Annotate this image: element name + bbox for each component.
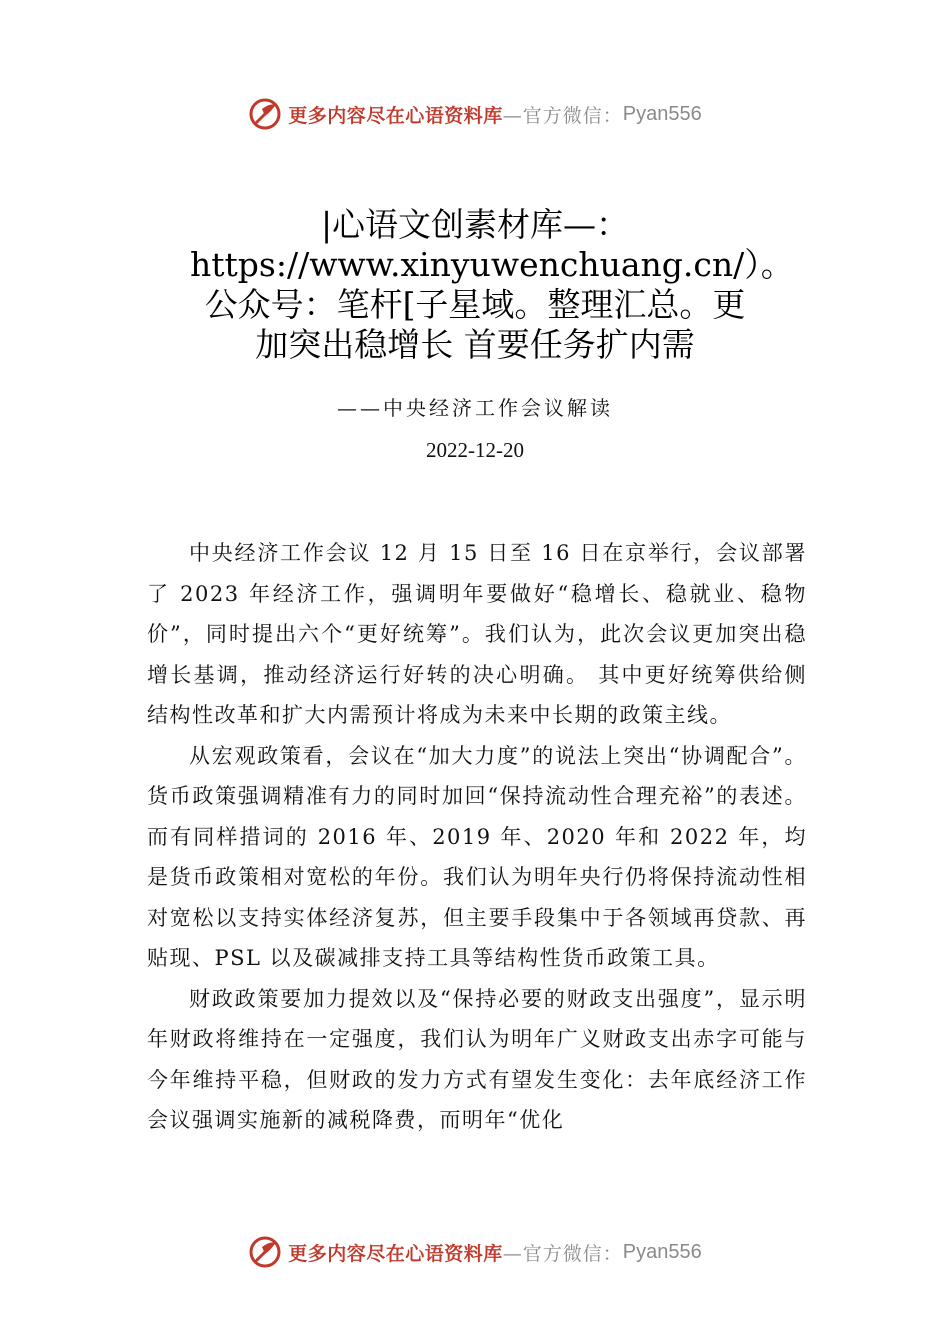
watermark-banner-top: [0, 94, 950, 134]
document-date: 2022-12-20: [426, 438, 524, 462]
document-subtitle: ——中央经济工作会议解读: [337, 396, 613, 420]
watermark-brand: 更多内容尽在心语资料库: [288, 1242, 503, 1265]
watermark-wechat-id: Pyan556: [622, 102, 702, 125]
body-paragraph-1: 中央经济工作会议 12 月 15 日至 16 日在京举行，会议部署了 2023 年经济工作，强调明年要做好“稳增长、稳就业、稳物价”，同时提出六个“更好统筹”。我们认为，此次会议更加突出稳增长基调，推动经济运行好转的决心明确。 其中更好统筹供给侧结构性改革和扩大内需预计将成为未来中长期的政策主线。: [147, 541, 807, 727]
watermark-separator: —官方微信：: [502, 104, 623, 127]
body-paragraph-2: 从宏观政策看，会议在“加大力度”的说法上突出“协调配合”。货币政策强调精准有力的同时加回“保持流动性合理充裕”的表述。而有同样措词的 2016 年、2019 年、2020 年和 2022 年，均是货币政策相对宽松的年份。我们认为明年央行仍将保持流动性相对宽松以支持实体经济复苏，但主要手段集中于各领域再贷款、再贴现、PSL 以及碳减排支持工具等结构性货币政策工具。: [147, 743, 807, 970]
document-title: |心语文创素材库—：https://www.xinyuwenchuang.cn/）。公众号：笔杆[子星域。整理汇总。更加突出稳增长 首要任务扩内需: [190, 205, 794, 364]
watermark-wechat-id: Pyan556: [622, 1240, 702, 1263]
quill-seal-icon: [248, 97, 282, 131]
watermark-brand: 更多内容尽在心语资料库: [288, 104, 503, 127]
body-paragraph-3: 财政政策要加力提效以及“保持必要的财政支出强度”，显示明年财政将维持在一定强度，我们认为明年广义财政支出赤字可能与今年维持平稳，但财政的发力方式有望发生变化：去年底经济工作会议强调实施新的减税降费，而明年“优化: [147, 986, 807, 1132]
document-body: [147, 533, 807, 1141]
quill-seal-icon: [248, 1235, 282, 1269]
watermark-separator: —官方微信：: [502, 1242, 623, 1265]
watermark-banner-bottom: [0, 1232, 950, 1272]
